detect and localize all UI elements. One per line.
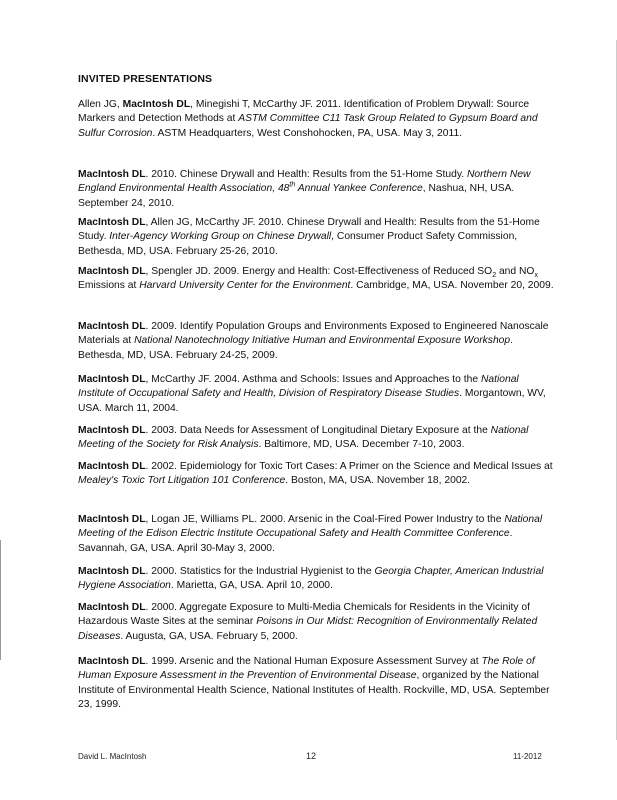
- presentation-entry: [78, 460, 554, 489]
- entry-title: , Logan JE, Williams PL. 2000. Arsenic in the Coal-Fired Power Industry to the: [145, 514, 505, 525]
- entry-title: , McCarthy JF. 2004. Asthma and Schools: Issues and Approaches to the: [145, 374, 481, 385]
- entry-venue: Georgia Chapter, American Industrial Hygiene Association: [78, 566, 544, 592]
- entry-author-highlight: MacIntosh DL: [78, 217, 146, 228]
- entry-venue: Harvard University Center for the Environment: [139, 280, 351, 292]
- entry-title: . 2000. Statistics for the Industrial Hygienist to the: [145, 566, 375, 577]
- entry-title: . 2000. Aggregate Exposure to Multi-Media Chemicals for Residents in the Vicinity of Hazardous Waste Sites at the seminar: [78, 602, 530, 628]
- entry-location-date: . Savannah, GA, USA. April 30-May 3, 2000.: [78, 528, 513, 554]
- entry-venue: National Nanotechnology Initiative Human and Environmental Exposure Workshop: [134, 335, 511, 347]
- entry-author-highlight: MacIntosh DL: [78, 656, 146, 667]
- footer-page-number: 12: [306, 751, 317, 761]
- entry-venue: ASTM Committee C11 Task Group Related to Gypsum Board and Sulfur Corrosion: [78, 113, 538, 139]
- entry-venue-continued: Annual Yankee Conference: [295, 183, 423, 195]
- entry-authors: Allen JG,: [78, 99, 123, 110]
- entry-author-highlight: MacIntosh DL: [78, 321, 146, 332]
- presentation-entry: [78, 424, 554, 453]
- entry-venue: National Institute of Occupational Safety and Health, Division of Respiratory Disease Studies: [78, 374, 519, 400]
- entry-location-date: . Bethesda, MD, USA. February 24-25, 2009.: [78, 335, 514, 361]
- presentation-entry: [78, 265, 554, 294]
- entry-title: . 1999. Arsenic and the National Human Exposure Assessment Survey at: [145, 656, 482, 667]
- presentation-entry: [78, 565, 554, 594]
- entry-venue: National Meeting of the Edison Electric Institute Occupational Safety and Health Committee Conference: [78, 514, 543, 540]
- entry-title: . 2003. Data Needs for Assessment of Longitudinal Dietary Exposure at the: [145, 425, 491, 436]
- scan-edge-mark: [0, 540, 1, 660]
- entry-author-highlight: MacIntosh DL: [78, 461, 146, 472]
- footer-date: 11-2012: [513, 752, 542, 761]
- entry-venue: Poisons in Our Midst: Recognition of Environmentally Related Diseases: [78, 616, 538, 642]
- section-heading: INVITED PRESENTATIONS: [78, 73, 213, 85]
- entry-venue: Mealey's Toxic Tort Litigation 101 Conference: [78, 475, 286, 487]
- entry-title-continued: and NO: [496, 266, 535, 277]
- presentation-entry: [78, 655, 554, 713]
- entry-venue: National Meeting of the Society for Risk Analysis: [78, 425, 529, 451]
- entry-title-continued: Emissions at: [78, 280, 140, 292]
- entry-author-highlight: MacIntosh DL: [78, 266, 146, 277]
- entry-author-highlight: MacIntosh DL: [78, 169, 146, 180]
- entry-title: . 2002. Epidemiology for Toxic Tort Cases: A Primer on the Science and Medical Issues at: [145, 461, 553, 472]
- entry-superscript: th: [289, 181, 296, 189]
- entry-author-highlight: MacIntosh DL: [78, 374, 146, 385]
- presentation-entry: [78, 513, 554, 556]
- entry-location-date: , Nashua, NH, USA. September 24, 2010.: [78, 183, 515, 209]
- entry-author-highlight: MacIntosh DL: [78, 425, 146, 436]
- presentation-entry: [78, 373, 554, 416]
- entry-location-date: . Marietta, GA, USA. April 10, 2000.: [170, 580, 333, 592]
- entry-subscript: x: [534, 272, 538, 280]
- entry-location-date: . Boston, MA, USA. November 18, 2002.: [285, 475, 471, 487]
- presentation-entry: [78, 98, 554, 141]
- presentation-entry: [78, 168, 554, 211]
- entry-location-date: , Consumer Product Safety Commission, Bethesda, MD, USA. February 25-26, 2010.: [78, 231, 518, 257]
- entry-title: , Spengler JD. 2009. Energy and Health: Cost-Effectiveness of Reduced SO: [145, 266, 493, 277]
- presentation-entry: [78, 216, 554, 259]
- entry-location-date: . Augusta, GA, USA. February 5, 2000.: [120, 630, 298, 642]
- entry-title: . 2009. Identify Population Groups and Environments Exposed to Engineered Nanoscale Materials at: [78, 321, 549, 347]
- entry-title: . 2010. Chinese Drywall and Health: Results from the 51-Home Study.: [145, 169, 467, 180]
- entry-title: , Allen JG, McCarthy JF. 2010. Chinese Drywall and Health: Results from the 51-Home Study.: [78, 217, 540, 243]
- entry-location-date: . Cambridge, MA, USA. November 20, 2009.: [350, 280, 554, 292]
- entry-venue: Northern New England Environmental Health Association, 48: [78, 169, 531, 195]
- entry-title: , Minegishi T, McCarthy JF. 2011. Identification of Problem Drywall: Source Markers and Detection Methods at: [78, 99, 530, 125]
- entry-location-date: , organized by the National Institute of Environmental Health Science, National Institutes of Health. Rockville, MD, USA. September 23, 1999.: [78, 670, 550, 711]
- entry-venue: Inter-Agency Working Group on Chinese Drywall: [109, 231, 332, 243]
- entry-location-date: . ASTM Headquarters, West Conshohocken, PA, USA. May 3, 2011.: [152, 127, 463, 139]
- entry-location-date: . Morgantown, WV, USA. March 11, 2004.: [78, 388, 546, 414]
- entry-author-highlight: MacIntosh DL: [78, 566, 146, 577]
- presentation-entry: [78, 601, 554, 644]
- entry-author-highlight: MacIntosh DL: [78, 602, 146, 613]
- presentation-entry: [78, 320, 554, 363]
- entry-location-date: . Baltimore, MD, USA. December 7-10, 2003.: [258, 439, 465, 451]
- entry-author-highlight: MacIntosh DL: [122, 99, 191, 110]
- entry-author-highlight: MacIntosh DL: [78, 514, 146, 525]
- footer-author: David L. MacIntosh: [78, 752, 147, 761]
- entry-subscript: 2: [492, 272, 497, 280]
- entry-venue: The Role of Human Exposure Assessment in the Prevention of Environmental Disease: [78, 656, 535, 682]
